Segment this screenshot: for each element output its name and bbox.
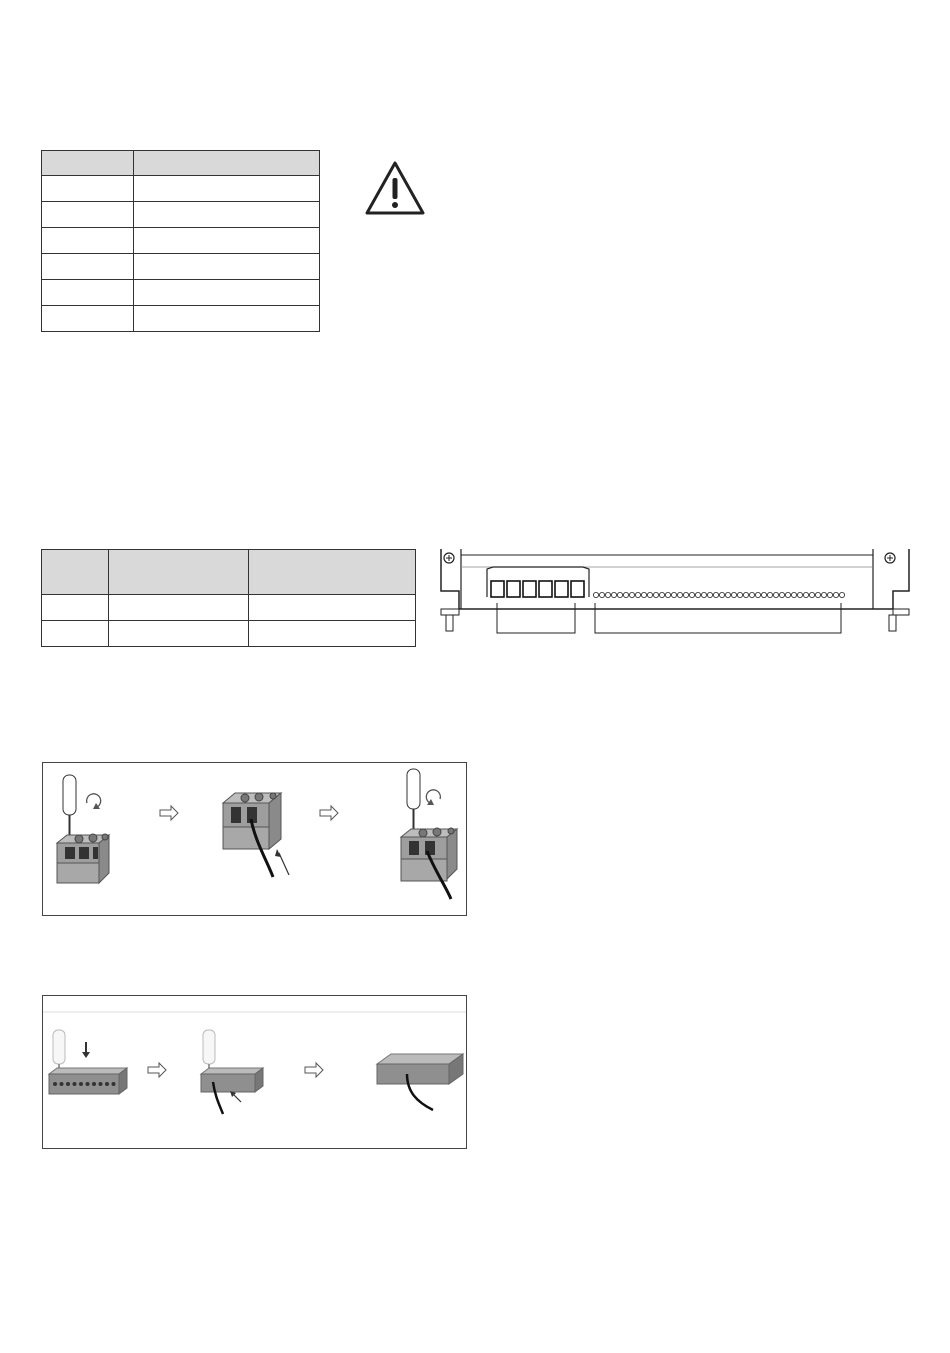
bottom-table-header: [42, 550, 416, 595]
bottom-table: [41, 549, 416, 647]
table-cell: [134, 254, 320, 280]
small-terminal-hole: [659, 592, 664, 597]
small-terminal-hole: [773, 592, 778, 597]
table-row: [42, 280, 320, 306]
small-terminal-hole: [761, 592, 766, 597]
table-row: [42, 621, 416, 647]
table-cell: [42, 254, 134, 280]
small-terminal-hole: [653, 592, 658, 597]
table-row: [42, 306, 320, 332]
small-terminal-hole: [671, 592, 676, 597]
spring-terminal-hole: [92, 1082, 96, 1086]
small-terminal-hole: [809, 592, 814, 597]
large-terminal-slot: [555, 581, 568, 597]
large-terminal-slot: [491, 581, 504, 597]
screwdriver-push-icon: [49, 1030, 127, 1094]
table-row: [42, 254, 320, 280]
small-terminal-hole: [827, 592, 832, 597]
small-terminal-hole: [779, 592, 784, 597]
table-cell: [42, 228, 134, 254]
arrow-right-icon: [305, 1063, 323, 1077]
spring-terminal-hole: [86, 1082, 90, 1086]
small-terminal-hole: [803, 592, 808, 597]
spring-terminal-hole: [73, 1082, 77, 1086]
terminal-panel-diagram: [433, 543, 913, 635]
spring-terminal-figure: [42, 995, 467, 1149]
arrow-right-icon: [320, 806, 338, 820]
table-cell: [109, 621, 249, 647]
table-row: [42, 176, 320, 202]
table-cell: [249, 595, 416, 621]
small-terminal-hole: [797, 592, 802, 597]
small-terminal-hole: [707, 592, 712, 597]
top-table-header: [42, 151, 320, 176]
spring-terminal-hole: [60, 1082, 64, 1086]
small-terminal-hole: [683, 592, 688, 597]
bottom-table-header-cell: [109, 550, 249, 595]
small-terminal-hole: [605, 592, 610, 597]
small-terminal-hole: [677, 592, 682, 597]
large-terminal-slot: [523, 581, 536, 597]
large-terminal-slot: [539, 581, 552, 597]
screwdriver-loosen-icon: [57, 775, 109, 883]
table-cell: [42, 202, 134, 228]
table-row: [42, 202, 320, 228]
table-cell: [42, 306, 134, 332]
small-terminal-hole: [599, 592, 604, 597]
small-terminal-hole: [635, 592, 640, 597]
top-table-header-cell: [134, 151, 320, 176]
small-terminal-hole: [713, 592, 718, 597]
small-terminal-hole: [623, 592, 628, 597]
small-terminal-hole: [611, 592, 616, 597]
small-terminal-hole: [785, 592, 790, 597]
small-terminal-hole: [737, 592, 742, 597]
table-cell: [42, 595, 109, 621]
small-terminal-hole: [821, 592, 826, 597]
small-terminal-hole: [743, 592, 748, 597]
spring-terminal-hole: [79, 1082, 83, 1086]
table-cell: [109, 595, 249, 621]
spring-terminal-hole: [53, 1082, 57, 1086]
table-row: [42, 595, 416, 621]
screw-terminal-figure: [42, 762, 467, 916]
small-terminal-hole: [719, 592, 724, 597]
insert-wire-icon: [201, 1030, 263, 1114]
small-terminal-hole: [815, 592, 820, 597]
small-terminal-hole: [665, 592, 670, 597]
arrow-right-icon: [148, 1063, 166, 1077]
small-terminal-hole: [593, 592, 598, 597]
top-table-header-cell: [42, 151, 134, 176]
table-cell: [42, 176, 134, 202]
small-terminal-hole: [791, 592, 796, 597]
spring-terminal-hole: [112, 1082, 116, 1086]
small-terminal-hole: [701, 592, 706, 597]
small-terminal-hole: [629, 592, 634, 597]
spring-terminal-hole: [105, 1082, 109, 1086]
table-cell: [134, 280, 320, 306]
small-terminal-hole: [617, 592, 622, 597]
large-terminal-slot: [507, 581, 520, 597]
small-terminal-hole: [725, 592, 730, 597]
table-cell: [42, 280, 134, 306]
large-terminal-slot: [571, 581, 584, 597]
small-terminal-hole: [695, 592, 700, 597]
table-cell: [134, 176, 320, 202]
small-terminal-hole: [689, 592, 694, 597]
table-cell: [134, 202, 320, 228]
small-terminal-hole: [755, 592, 760, 597]
spring-terminal-hole: [66, 1082, 70, 1086]
small-terminal-hole: [641, 592, 646, 597]
table-cell: [134, 306, 320, 332]
bottom-table-header-cell: [249, 550, 416, 595]
small-terminal-hole: [767, 592, 772, 597]
warning-triangle-icon: [364, 160, 426, 216]
arrow-right-icon: [160, 806, 178, 820]
table-cell: [134, 228, 320, 254]
table-cell: [249, 621, 416, 647]
small-terminal-hole: [647, 592, 652, 597]
small-terminal-hole: [839, 592, 844, 597]
small-terminal-hole: [833, 592, 838, 597]
table-cell: [42, 621, 109, 647]
spring-terminal-hole: [99, 1082, 103, 1086]
insert-wire-icon: [223, 793, 289, 877]
table-row: [42, 228, 320, 254]
small-terminal-hole: [731, 592, 736, 597]
wire-clamped-icon: [377, 1054, 463, 1110]
top-table: [41, 150, 320, 332]
screwdriver-tighten-icon: [401, 769, 457, 899]
bottom-table-header-cell: [42, 550, 109, 595]
small-terminal-hole: [749, 592, 754, 597]
